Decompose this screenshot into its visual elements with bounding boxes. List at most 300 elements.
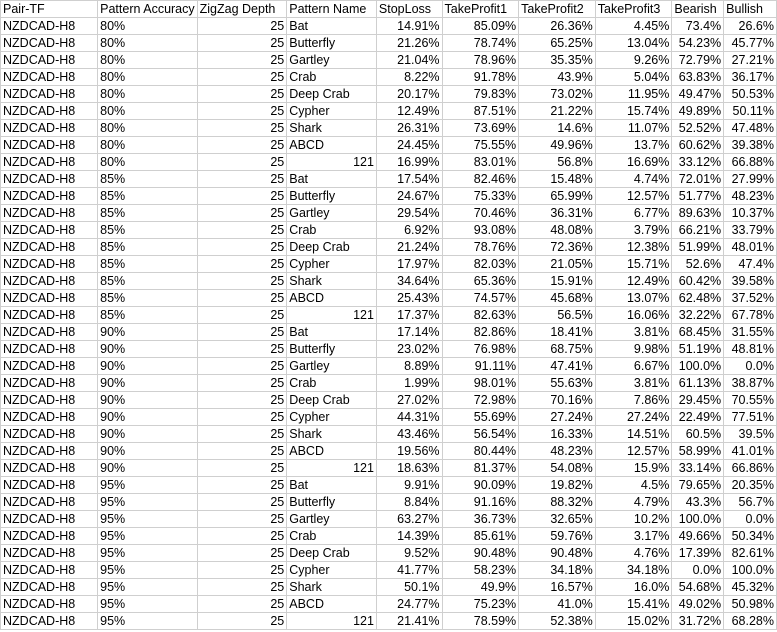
table-cell[interactable]: 3.79% bbox=[595, 222, 672, 239]
table-cell[interactable]: 25 bbox=[197, 426, 287, 443]
table-cell[interactable]: 85% bbox=[98, 222, 198, 239]
table-cell[interactable]: 14.6% bbox=[519, 120, 596, 137]
table-cell[interactable]: 52.6% bbox=[672, 256, 724, 273]
table-cell[interactable]: 80% bbox=[98, 18, 198, 35]
table-cell[interactable]: ABCD bbox=[287, 443, 377, 460]
table-cell[interactable]: 25 bbox=[197, 409, 287, 426]
table-cell[interactable]: 25 bbox=[197, 511, 287, 528]
table-cell[interactable]: 85% bbox=[98, 256, 198, 273]
table-cell[interactable]: 48.23% bbox=[519, 443, 596, 460]
table-cell[interactable]: 98.01% bbox=[442, 375, 519, 392]
table-cell[interactable]: 43.46% bbox=[376, 426, 442, 443]
table-cell[interactable]: 25 bbox=[197, 460, 287, 477]
table-cell[interactable]: 44.31% bbox=[376, 409, 442, 426]
table-cell[interactable]: 25 bbox=[197, 341, 287, 358]
table-cell[interactable]: 85.09% bbox=[442, 18, 519, 35]
table-cell[interactable]: 121 bbox=[287, 154, 377, 171]
table-cell[interactable]: 67.78% bbox=[724, 307, 777, 324]
table-cell[interactable]: 16.57% bbox=[519, 579, 596, 596]
table-cell[interactable]: NZDCAD-H8 bbox=[1, 137, 98, 154]
table-cell[interactable]: Shark bbox=[287, 426, 377, 443]
header-cell[interactable]: StopLoss bbox=[376, 1, 442, 18]
table-cell[interactable]: 43.3% bbox=[672, 494, 724, 511]
table-cell[interactable]: 83.01% bbox=[442, 154, 519, 171]
header-cell[interactable]: Bullish bbox=[724, 1, 777, 18]
table-cell[interactable]: 95% bbox=[98, 494, 198, 511]
table-cell[interactable]: 9.26% bbox=[595, 52, 672, 69]
table-cell[interactable]: 85% bbox=[98, 273, 198, 290]
table-cell[interactable]: 39.58% bbox=[724, 273, 777, 290]
table-cell[interactable]: 48.08% bbox=[519, 222, 596, 239]
table-cell[interactable]: 82.86% bbox=[442, 324, 519, 341]
table-cell[interactable]: 25 bbox=[197, 324, 287, 341]
table-cell[interactable]: 63.83% bbox=[672, 69, 724, 86]
table-cell[interactable]: 100.0% bbox=[672, 358, 724, 375]
header-cell[interactable]: ZigZag Depth bbox=[197, 1, 287, 18]
table-cell[interactable]: NZDCAD-H8 bbox=[1, 528, 98, 545]
table-cell[interactable]: 25 bbox=[197, 239, 287, 256]
table-cell[interactable]: NZDCAD-H8 bbox=[1, 494, 98, 511]
table-cell[interactable]: NZDCAD-H8 bbox=[1, 18, 98, 35]
table-cell[interactable]: 21.04% bbox=[376, 52, 442, 69]
table-cell[interactable]: 17.97% bbox=[376, 256, 442, 273]
table-cell[interactable]: 82.61% bbox=[724, 545, 777, 562]
table-cell[interactable]: 77.51% bbox=[724, 409, 777, 426]
table-cell[interactable]: ABCD bbox=[287, 596, 377, 613]
table-cell[interactable]: 47.48% bbox=[724, 120, 777, 137]
table-cell[interactable]: 78.96% bbox=[442, 52, 519, 69]
table-cell[interactable]: 65.99% bbox=[519, 188, 596, 205]
table-cell[interactable]: 70.16% bbox=[519, 392, 596, 409]
table-cell[interactable]: 60.62% bbox=[672, 137, 724, 154]
header-cell[interactable]: Pattern Accuracy bbox=[98, 1, 198, 18]
table-cell[interactable]: 11.07% bbox=[595, 120, 672, 137]
table-cell[interactable]: 59.76% bbox=[519, 528, 596, 545]
table-cell[interactable]: ABCD bbox=[287, 137, 377, 154]
table-cell[interactable]: 63.27% bbox=[376, 511, 442, 528]
table-cell[interactable]: 85% bbox=[98, 188, 198, 205]
table-cell[interactable]: 50.98% bbox=[724, 596, 777, 613]
table-cell[interactable]: 58.99% bbox=[672, 443, 724, 460]
table-cell[interactable]: 16.69% bbox=[595, 154, 672, 171]
table-cell[interactable]: NZDCAD-H8 bbox=[1, 290, 98, 307]
table-cell[interactable]: 80% bbox=[98, 86, 198, 103]
table-cell[interactable]: 80% bbox=[98, 69, 198, 86]
table-cell[interactable]: 93.08% bbox=[442, 222, 519, 239]
table-cell[interactable]: 52.52% bbox=[672, 120, 724, 137]
table-cell[interactable]: 25 bbox=[197, 256, 287, 273]
table-cell[interactable]: 95% bbox=[98, 528, 198, 545]
table-cell[interactable]: 10.37% bbox=[724, 205, 777, 222]
table-cell[interactable]: NZDCAD-H8 bbox=[1, 205, 98, 222]
table-cell[interactable]: 47.41% bbox=[519, 358, 596, 375]
table-cell[interactable]: 12.38% bbox=[595, 239, 672, 256]
table-cell[interactable]: NZDCAD-H8 bbox=[1, 256, 98, 273]
table-cell[interactable]: Gartley bbox=[287, 358, 377, 375]
table-cell[interactable]: 25 bbox=[197, 579, 287, 596]
table-cell[interactable]: 56.54% bbox=[442, 426, 519, 443]
table-cell[interactable]: 33.79% bbox=[724, 222, 777, 239]
table-cell[interactable]: 25 bbox=[197, 120, 287, 137]
table-cell[interactable]: 16.99% bbox=[376, 154, 442, 171]
table-cell[interactable]: 6.92% bbox=[376, 222, 442, 239]
table-cell[interactable]: 66.88% bbox=[724, 154, 777, 171]
table-cell[interactable]: Cypher bbox=[287, 409, 377, 426]
table-cell[interactable]: 80.44% bbox=[442, 443, 519, 460]
table-cell[interactable]: 50.11% bbox=[724, 103, 777, 120]
table-cell[interactable]: 16.06% bbox=[595, 307, 672, 324]
table-cell[interactable]: 76.98% bbox=[442, 341, 519, 358]
table-cell[interactable]: 51.77% bbox=[672, 188, 724, 205]
table-cell[interactable]: NZDCAD-H8 bbox=[1, 596, 98, 613]
table-cell[interactable]: 74.57% bbox=[442, 290, 519, 307]
table-cell[interactable]: 32.65% bbox=[519, 511, 596, 528]
table-cell[interactable]: Crab bbox=[287, 69, 377, 86]
table-cell[interactable]: Cypher bbox=[287, 256, 377, 273]
table-cell[interactable]: Gartley bbox=[287, 205, 377, 222]
table-cell[interactable]: 81.37% bbox=[442, 460, 519, 477]
table-cell[interactable]: 5.04% bbox=[595, 69, 672, 86]
table-cell[interactable]: 25 bbox=[197, 52, 287, 69]
table-cell[interactable]: NZDCAD-H8 bbox=[1, 358, 98, 375]
table-cell[interactable]: 11.95% bbox=[595, 86, 672, 103]
table-cell[interactable]: 9.52% bbox=[376, 545, 442, 562]
table-cell[interactable]: NZDCAD-H8 bbox=[1, 579, 98, 596]
table-cell[interactable]: NZDCAD-H8 bbox=[1, 154, 98, 171]
table-cell[interactable]: NZDCAD-H8 bbox=[1, 86, 98, 103]
table-cell[interactable]: 80% bbox=[98, 137, 198, 154]
table-cell[interactable]: NZDCAD-H8 bbox=[1, 307, 98, 324]
table-cell[interactable]: Crab bbox=[287, 375, 377, 392]
table-cell[interactable]: NZDCAD-H8 bbox=[1, 562, 98, 579]
table-cell[interactable]: NZDCAD-H8 bbox=[1, 188, 98, 205]
table-cell[interactable]: Gartley bbox=[287, 52, 377, 69]
table-cell[interactable]: Crab bbox=[287, 222, 377, 239]
table-cell[interactable]: NZDCAD-H8 bbox=[1, 426, 98, 443]
table-cell[interactable]: 32.22% bbox=[672, 307, 724, 324]
header-cell[interactable]: TakeProfit1 bbox=[442, 1, 519, 18]
table-cell[interactable]: 70.55% bbox=[724, 392, 777, 409]
table-cell[interactable]: 9.91% bbox=[376, 477, 442, 494]
table-cell[interactable]: 26.31% bbox=[376, 120, 442, 137]
table-cell[interactable]: 25 bbox=[197, 18, 287, 35]
table-cell[interactable]: 15.02% bbox=[595, 613, 672, 630]
table-cell[interactable]: 14.39% bbox=[376, 528, 442, 545]
table-cell[interactable]: 54.08% bbox=[519, 460, 596, 477]
table-cell[interactable]: 58.23% bbox=[442, 562, 519, 579]
table-cell[interactable]: NZDCAD-H8 bbox=[1, 375, 98, 392]
table-cell[interactable]: Butterfly bbox=[287, 188, 377, 205]
table-cell[interactable]: 25 bbox=[197, 477, 287, 494]
table-cell[interactable]: 87.51% bbox=[442, 103, 519, 120]
table-cell[interactable]: 25 bbox=[197, 494, 287, 511]
table-cell[interactable]: Gartley bbox=[287, 511, 377, 528]
table-cell[interactable]: 41.0% bbox=[519, 596, 596, 613]
table-cell[interactable]: 12.57% bbox=[595, 443, 672, 460]
table-cell[interactable]: Bat bbox=[287, 18, 377, 35]
table-cell[interactable]: Cypher bbox=[287, 562, 377, 579]
table-cell[interactable]: 51.19% bbox=[672, 341, 724, 358]
table-cell[interactable]: 90% bbox=[98, 392, 198, 409]
table-cell[interactable]: 78.59% bbox=[442, 613, 519, 630]
table-cell[interactable]: 4.76% bbox=[595, 545, 672, 562]
table-cell[interactable]: NZDCAD-H8 bbox=[1, 477, 98, 494]
table-cell[interactable]: 3.81% bbox=[595, 375, 672, 392]
table-cell[interactable]: 80% bbox=[98, 120, 198, 137]
table-cell[interactable]: 36.73% bbox=[442, 511, 519, 528]
table-cell[interactable]: 15.71% bbox=[595, 256, 672, 273]
table-cell[interactable]: Bat bbox=[287, 171, 377, 188]
table-cell[interactable]: 50.1% bbox=[376, 579, 442, 596]
table-cell[interactable]: 22.49% bbox=[672, 409, 724, 426]
table-cell[interactable]: 17.14% bbox=[376, 324, 442, 341]
table-cell[interactable]: NZDCAD-H8 bbox=[1, 324, 98, 341]
table-cell[interactable]: 25 bbox=[197, 613, 287, 630]
table-cell[interactable]: 13.07% bbox=[595, 290, 672, 307]
table-cell[interactable]: NZDCAD-H8 bbox=[1, 613, 98, 630]
table-cell[interactable]: 25 bbox=[197, 545, 287, 562]
table-cell[interactable]: 41.01% bbox=[724, 443, 777, 460]
table-cell[interactable]: Bat bbox=[287, 324, 377, 341]
table-cell[interactable]: 75.33% bbox=[442, 188, 519, 205]
table-cell[interactable]: 79.65% bbox=[672, 477, 724, 494]
table-cell[interactable]: Deep Crab bbox=[287, 545, 377, 562]
table-cell[interactable]: 33.12% bbox=[672, 154, 724, 171]
table-cell[interactable]: 25 bbox=[197, 171, 287, 188]
table-cell[interactable]: 90% bbox=[98, 375, 198, 392]
table-cell[interactable]: NZDCAD-H8 bbox=[1, 222, 98, 239]
table-cell[interactable]: 85% bbox=[98, 205, 198, 222]
table-cell[interactable]: 8.84% bbox=[376, 494, 442, 511]
table-cell[interactable]: 68.28% bbox=[724, 613, 777, 630]
table-cell[interactable]: 95% bbox=[98, 545, 198, 562]
table-cell[interactable]: 25 bbox=[197, 137, 287, 154]
header-cell[interactable]: Pattern Name bbox=[287, 1, 377, 18]
table-cell[interactable]: 43.9% bbox=[519, 69, 596, 86]
table-cell[interactable]: 21.41% bbox=[376, 613, 442, 630]
table-cell[interactable]: 34.64% bbox=[376, 273, 442, 290]
table-cell[interactable]: 17.39% bbox=[672, 545, 724, 562]
table-cell[interactable]: 19.56% bbox=[376, 443, 442, 460]
table-cell[interactable]: Deep Crab bbox=[287, 392, 377, 409]
table-cell[interactable]: 95% bbox=[98, 579, 198, 596]
table-cell[interactable]: 50.53% bbox=[724, 86, 777, 103]
table-cell[interactable]: 55.63% bbox=[519, 375, 596, 392]
table-cell[interactable]: 39.5% bbox=[724, 426, 777, 443]
table-cell[interactable]: 16.0% bbox=[595, 579, 672, 596]
table-cell[interactable]: NZDCAD-H8 bbox=[1, 35, 98, 52]
table-cell[interactable]: NZDCAD-H8 bbox=[1, 273, 98, 290]
table-cell[interactable]: 13.04% bbox=[595, 35, 672, 52]
table-cell[interactable]: 21.24% bbox=[376, 239, 442, 256]
header-cell[interactable]: TakeProfit3 bbox=[595, 1, 672, 18]
table-cell[interactable]: 80% bbox=[98, 103, 198, 120]
table-cell[interactable]: Shark bbox=[287, 579, 377, 596]
table-cell[interactable]: 21.26% bbox=[376, 35, 442, 52]
table-cell[interactable]: 61.13% bbox=[672, 375, 724, 392]
table-cell[interactable]: 24.67% bbox=[376, 188, 442, 205]
table-cell[interactable]: 25 bbox=[197, 86, 287, 103]
table-cell[interactable]: 121 bbox=[287, 613, 377, 630]
table-cell[interactable]: 72.79% bbox=[672, 52, 724, 69]
table-cell[interactable]: 15.41% bbox=[595, 596, 672, 613]
table-cell[interactable]: 95% bbox=[98, 511, 198, 528]
table-cell[interactable]: 4.79% bbox=[595, 494, 672, 511]
table-cell[interactable]: 4.74% bbox=[595, 171, 672, 188]
table-cell[interactable]: 27.21% bbox=[724, 52, 777, 69]
table-cell[interactable]: NZDCAD-H8 bbox=[1, 511, 98, 528]
table-cell[interactable]: NZDCAD-H8 bbox=[1, 103, 98, 120]
table-cell[interactable]: 25 bbox=[197, 528, 287, 545]
table-cell[interactable]: 12.49% bbox=[595, 273, 672, 290]
table-cell[interactable]: 36.17% bbox=[724, 69, 777, 86]
table-cell[interactable]: 80% bbox=[98, 35, 198, 52]
table-cell[interactable]: 21.22% bbox=[519, 103, 596, 120]
table-cell[interactable]: 25 bbox=[197, 562, 287, 579]
table-cell[interactable]: 95% bbox=[98, 613, 198, 630]
table-cell[interactable]: 91.16% bbox=[442, 494, 519, 511]
table-cell[interactable]: 90.48% bbox=[442, 545, 519, 562]
table-cell[interactable]: 25 bbox=[197, 392, 287, 409]
table-cell[interactable]: 48.23% bbox=[724, 188, 777, 205]
table-cell[interactable]: 29.54% bbox=[376, 205, 442, 222]
table-cell[interactable]: 6.77% bbox=[595, 205, 672, 222]
table-cell[interactable]: 15.9% bbox=[595, 460, 672, 477]
table-cell[interactable]: 4.45% bbox=[595, 18, 672, 35]
table-cell[interactable]: 50.34% bbox=[724, 528, 777, 545]
table-cell[interactable]: 90.09% bbox=[442, 477, 519, 494]
table-cell[interactable]: 65.36% bbox=[442, 273, 519, 290]
table-cell[interactable]: 88.32% bbox=[519, 494, 596, 511]
table-cell[interactable]: 23.02% bbox=[376, 341, 442, 358]
table-cell[interactable]: Butterfly bbox=[287, 341, 377, 358]
table-cell[interactable]: 85% bbox=[98, 290, 198, 307]
table-cell[interactable]: Shark bbox=[287, 120, 377, 137]
table-cell[interactable]: 66.86% bbox=[724, 460, 777, 477]
table-cell[interactable]: 121 bbox=[287, 307, 377, 324]
table-cell[interactable]: 68.45% bbox=[672, 324, 724, 341]
table-cell[interactable]: 33.14% bbox=[672, 460, 724, 477]
table-cell[interactable]: Bat bbox=[287, 477, 377, 494]
table-cell[interactable]: 91.78% bbox=[442, 69, 519, 86]
table-cell[interactable]: 68.75% bbox=[519, 341, 596, 358]
table-cell[interactable]: 54.68% bbox=[672, 579, 724, 596]
table-cell[interactable]: 18.41% bbox=[519, 324, 596, 341]
table-cell[interactable]: 14.51% bbox=[595, 426, 672, 443]
table-cell[interactable]: 73.4% bbox=[672, 18, 724, 35]
table-cell[interactable]: 66.21% bbox=[672, 222, 724, 239]
table-cell[interactable]: 24.45% bbox=[376, 137, 442, 154]
table-cell[interactable]: 25 bbox=[197, 358, 287, 375]
table-cell[interactable]: 80% bbox=[98, 154, 198, 171]
table-cell[interactable]: 79.83% bbox=[442, 86, 519, 103]
table-cell[interactable]: Cypher bbox=[287, 103, 377, 120]
table-cell[interactable]: 54.23% bbox=[672, 35, 724, 52]
table-cell[interactable]: NZDCAD-H8 bbox=[1, 239, 98, 256]
table-cell[interactable]: 45.32% bbox=[724, 579, 777, 596]
table-cell[interactable]: 26.6% bbox=[724, 18, 777, 35]
table-cell[interactable]: 52.38% bbox=[519, 613, 596, 630]
table-cell[interactable]: 15.91% bbox=[519, 273, 596, 290]
table-cell[interactable]: 8.89% bbox=[376, 358, 442, 375]
table-cell[interactable]: 34.18% bbox=[595, 562, 672, 579]
table-cell[interactable]: 9.98% bbox=[595, 341, 672, 358]
table-cell[interactable]: 19.82% bbox=[519, 477, 596, 494]
table-cell[interactable]: 73.02% bbox=[519, 86, 596, 103]
table-cell[interactable]: 25 bbox=[197, 222, 287, 239]
table-cell[interactable]: NZDCAD-H8 bbox=[1, 69, 98, 86]
table-cell[interactable]: 27.24% bbox=[595, 409, 672, 426]
table-cell[interactable]: 8.22% bbox=[376, 69, 442, 86]
table-cell[interactable]: 60.5% bbox=[672, 426, 724, 443]
table-cell[interactable]: 90% bbox=[98, 358, 198, 375]
table-cell[interactable]: 45.77% bbox=[724, 35, 777, 52]
table-cell[interactable]: 12.57% bbox=[595, 188, 672, 205]
table-cell[interactable]: 25 bbox=[197, 273, 287, 290]
table-cell[interactable]: 48.01% bbox=[724, 239, 777, 256]
table-cell[interactable]: 24.77% bbox=[376, 596, 442, 613]
table-cell[interactable]: 90% bbox=[98, 426, 198, 443]
table-cell[interactable]: 0.0% bbox=[724, 358, 777, 375]
table-cell[interactable]: 37.52% bbox=[724, 290, 777, 307]
table-cell[interactable]: 25 bbox=[197, 307, 287, 324]
header-cell[interactable]: Bearish bbox=[672, 1, 724, 18]
table-cell[interactable]: 34.18% bbox=[519, 562, 596, 579]
table-cell[interactable]: 0.0% bbox=[724, 511, 777, 528]
table-cell[interactable]: 31.55% bbox=[724, 324, 777, 341]
table-cell[interactable]: 6.67% bbox=[595, 358, 672, 375]
table-cell[interactable]: NZDCAD-H8 bbox=[1, 392, 98, 409]
table-cell[interactable]: 49.89% bbox=[672, 103, 724, 120]
table-cell[interactable]: 25 bbox=[197, 375, 287, 392]
table-cell[interactable]: 13.7% bbox=[595, 137, 672, 154]
table-cell[interactable]: ABCD bbox=[287, 290, 377, 307]
table-cell[interactable]: 62.48% bbox=[672, 290, 724, 307]
table-cell[interactable]: 25 bbox=[197, 103, 287, 120]
table-cell[interactable]: 90.48% bbox=[519, 545, 596, 562]
table-cell[interactable]: 100.0% bbox=[724, 562, 777, 579]
table-cell[interactable]: 26.36% bbox=[519, 18, 596, 35]
table-cell[interactable]: 27.02% bbox=[376, 392, 442, 409]
table-cell[interactable]: NZDCAD-H8 bbox=[1, 171, 98, 188]
table-cell[interactable]: 41.77% bbox=[376, 562, 442, 579]
table-cell[interactable]: 85% bbox=[98, 307, 198, 324]
table-cell[interactable]: 89.63% bbox=[672, 205, 724, 222]
table-cell[interactable]: 90% bbox=[98, 409, 198, 426]
table-cell[interactable]: 56.5% bbox=[519, 307, 596, 324]
table-cell[interactable]: 80% bbox=[98, 52, 198, 69]
table-cell[interactable]: 91.11% bbox=[442, 358, 519, 375]
table-cell[interactable]: 21.05% bbox=[519, 256, 596, 273]
table-cell[interactable]: 36.31% bbox=[519, 205, 596, 222]
table-cell[interactable]: 15.48% bbox=[519, 171, 596, 188]
table-cell[interactable]: 25.43% bbox=[376, 290, 442, 307]
table-cell[interactable]: 49.9% bbox=[442, 579, 519, 596]
table-cell[interactable]: NZDCAD-H8 bbox=[1, 409, 98, 426]
table-cell[interactable]: 70.46% bbox=[442, 205, 519, 222]
table-cell[interactable]: 17.37% bbox=[376, 307, 442, 324]
table-cell[interactable]: 1.99% bbox=[376, 375, 442, 392]
table-cell[interactable]: 14.91% bbox=[376, 18, 442, 35]
table-cell[interactable]: Shark bbox=[287, 273, 377, 290]
table-cell[interactable]: 31.72% bbox=[672, 613, 724, 630]
table-cell[interactable]: 3.81% bbox=[595, 324, 672, 341]
table-cell[interactable]: 75.55% bbox=[442, 137, 519, 154]
table-cell[interactable]: 51.99% bbox=[672, 239, 724, 256]
table-cell[interactable]: 10.2% bbox=[595, 511, 672, 528]
table-cell[interactable]: 72.36% bbox=[519, 239, 596, 256]
header-cell[interactable]: TakeProfit2 bbox=[519, 1, 596, 18]
